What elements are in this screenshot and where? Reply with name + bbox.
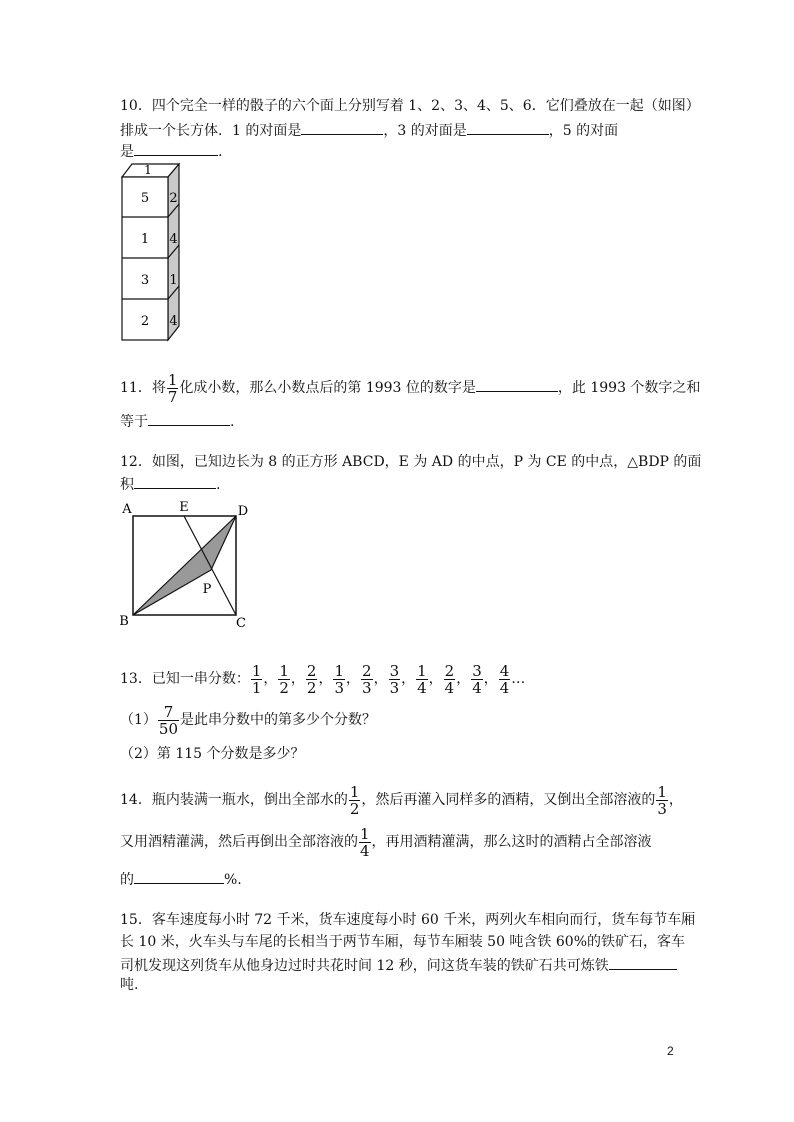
q10-text-b: ，3 的对面是: [383, 123, 467, 139]
q11-fraction: [167, 372, 179, 405]
q13-sep: ，: [483, 671, 498, 687]
q10-text-a: 排成一个长方体．1 的对面是: [120, 123, 302, 139]
q11-text-b: 化成小数，那么小数点后的第 1993 位的数字是: [179, 380, 476, 396]
q15-line1: 15．客车速度每小时 72 千米，货车速度每小时 60 千米，两列火车相向而行，货车每节车厢: [120, 912, 696, 928]
q10-text-d: 是: [120, 144, 134, 160]
q10-text-e: .: [218, 144, 223, 160]
q13-fraction: $\frac{3}{3}$: [389, 661, 400, 697]
label-c: C: [236, 616, 246, 631]
label-b: B: [119, 614, 129, 629]
q14-line3: [120, 868, 242, 890]
q11-text-a: 11．将: [120, 380, 166, 396]
q10-text-c: ，5 的对面: [548, 123, 619, 139]
q13-sub2: （2）第 115 个分数是多少？: [120, 746, 305, 762]
q13-fraction: $\frac{2}{2}$: [306, 661, 317, 697]
q14-line2: [120, 822, 652, 862]
q14-text-f: 的: [120, 872, 134, 888]
q15-line3: [120, 954, 677, 976]
label-e: E: [179, 500, 189, 515]
q11-text-d: 等于: [120, 414, 148, 430]
dice-side-label: 4: [169, 314, 178, 329]
q13-line1: [120, 659, 525, 699]
q14-text-g: %.: [224, 872, 242, 888]
q14-fraction-1: $\frac{1}{2}$: [349, 782, 360, 818]
q14-line1: [120, 780, 683, 820]
q13-sub1-text: 是此串分数中的第多少个分数？: [180, 712, 377, 728]
q13-sep: ，: [346, 671, 361, 687]
q13-sub1-fraction: $\frac{7}{50}$: [158, 702, 179, 738]
q13-sep: ，: [401, 671, 416, 687]
q11-frac-den: 7: [167, 387, 178, 406]
q14-fraction-2: $\frac{1}{3}$: [657, 782, 667, 818]
q13-sep: ，: [373, 671, 388, 687]
dice-side-label: 1: [169, 273, 178, 288]
q11-text-e: .: [230, 414, 235, 430]
q11-line2: [120, 410, 234, 432]
q14-text-e: ，再用酒精灌满，那么这时的酒精占全部溶液: [371, 834, 652, 850]
dice-front-label: 3: [140, 273, 150, 288]
q14-text-b: ，然后再灌入同样多的酒精，又倒出全部溶液的: [361, 792, 656, 808]
q10-answer-blank-3[interactable]: [134, 140, 218, 156]
label-a: A: [122, 502, 132, 517]
q15-line4: 吨.: [120, 977, 139, 993]
q12-line1: 12．如图，已知边长为 8 的正方形 ABCD，E 为 AD 的中点，P 为 CE 的中点，△BDP 的面: [120, 454, 702, 470]
dice-stack-figure: [115, 160, 187, 345]
label-d: D: [237, 504, 249, 519]
label-p: P: [202, 582, 212, 597]
q13-sep: ，: [318, 671, 333, 687]
square-abcd-figure: [115, 495, 260, 633]
q11-line1: [120, 368, 700, 408]
q14-fraction-3: $\frac{1}{4}$: [360, 824, 370, 860]
q10-line3: [120, 140, 222, 162]
q13-fraction: $\frac{4}{4}$: [499, 661, 510, 697]
q13-fraction: $\frac{1}{3}$: [334, 661, 345, 697]
q13-sep: ，: [263, 671, 278, 687]
q15-text-a: 司机发现这列货车从他身边过时共花时间 12 秒，问这货车装的铁矿石共可炼铁: [120, 958, 609, 974]
dice-front-label: 1: [140, 232, 150, 247]
q12-answer-blank[interactable]: [134, 473, 216, 489]
q14-text-c: ，: [668, 792, 683, 808]
dice-front-label: 5: [140, 191, 150, 206]
q13-fraction: $\frac{1}{1}$: [251, 661, 262, 697]
q13-sep: ，: [290, 671, 305, 687]
q11-answer-blank-1[interactable]: [476, 376, 558, 392]
q12-line2: [120, 473, 220, 495]
q13-ellipsis: …: [511, 671, 526, 687]
q13-fraction: $\frac{2}{3}$: [362, 661, 372, 697]
q13-sub1-label: （1）: [120, 712, 157, 728]
q10-line2: [120, 119, 618, 141]
q13-sub1: [120, 700, 376, 740]
q15-line2: 长 10 米，火车头与车尾的长相当于两节车厢，每节车厢装 50 吨含铁 60%的铁矿石，客车: [120, 934, 685, 950]
q13-fraction: $\frac{1}{4}$: [417, 661, 427, 697]
q13-fraction: $\frac{2}{4}$: [444, 661, 455, 697]
dice-side-label: 2: [169, 191, 178, 206]
q13-prefix: 13．已知一串分数：: [120, 671, 250, 687]
q13-fraction: $\frac{3}{4}$: [472, 661, 482, 697]
q13-sep: ，: [428, 671, 443, 687]
q13-sep: ，: [456, 671, 471, 687]
dice-front-label: 2: [140, 314, 150, 329]
q14-text-d: 又用酒精灌满，然后再倒出全部溶液的: [120, 834, 358, 850]
page-number: 2: [667, 1044, 674, 1058]
q14-text-a: 14．瓶内装满一瓶水，倒出全部水的: [120, 792, 348, 808]
q12-text-b: .: [216, 477, 221, 493]
triangle-bdp: [133, 516, 236, 615]
dice-top-label: 1: [144, 163, 152, 177]
q10-answer-blank-1[interactable]: [301, 119, 383, 135]
q14-answer-blank[interactable]: [134, 868, 224, 884]
q11-answer-blank-2[interactable]: [148, 410, 230, 426]
q11-frac-num: 1: [167, 370, 178, 389]
dice-side-label: 4: [169, 232, 178, 247]
q13-fraction: $\frac{1}{2}$: [279, 661, 289, 697]
q10-answer-blank-2[interactable]: [467, 119, 549, 135]
q10-line1: 10．四个完全一样的骰子的六个面上分别写着 1、2、3、4、5、6．它们叠放在一起（如图）: [120, 98, 700, 114]
q12-text-a: 积: [120, 477, 134, 493]
q11-text-c: ，此 1993 个数字之和: [557, 380, 701, 396]
q15-answer-blank[interactable]: [609, 954, 677, 970]
